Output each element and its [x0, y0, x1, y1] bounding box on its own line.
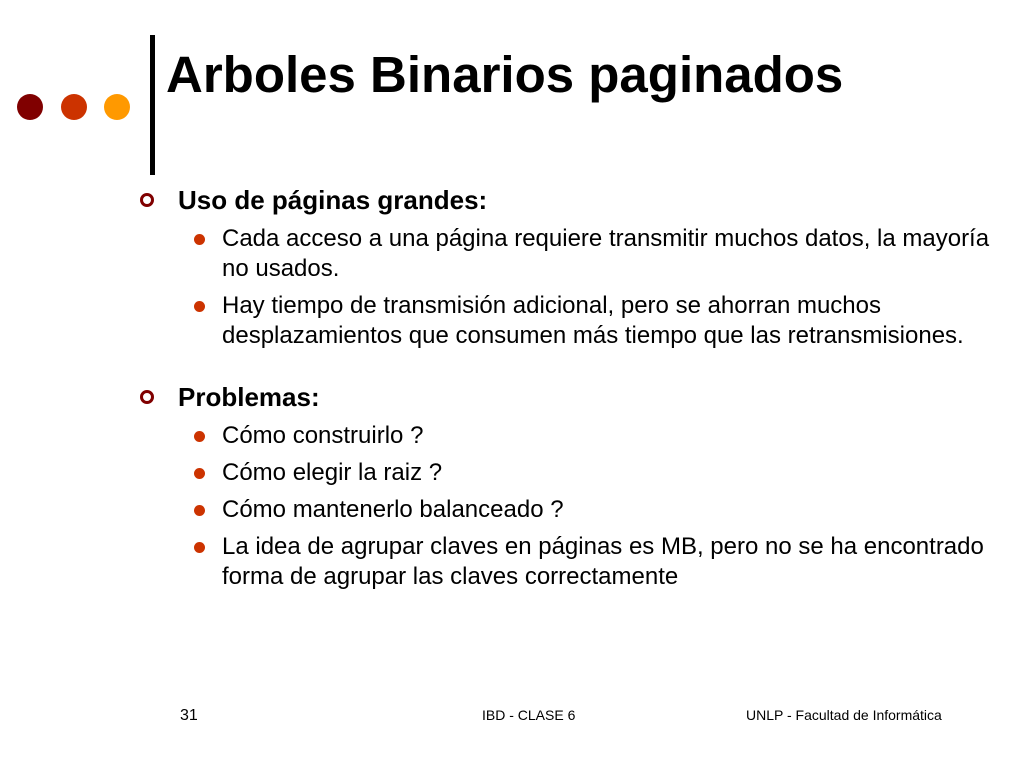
footer-course-label: IBD - CLASE 6 [482, 707, 576, 723]
section-heading [138, 381, 998, 413]
list-item [138, 421, 998, 451]
list-item-text: Cómo mantenerlo balanceado ? [222, 496, 564, 523]
section-heading [138, 184, 998, 216]
slide-content [138, 184, 998, 599]
list-item [138, 532, 998, 592]
ring-bullet-icon [140, 193, 154, 207]
section-problems [138, 381, 998, 592]
dot-bullet-icon [194, 505, 205, 516]
list-item-text: La idea de agrupar claves en páginas es MB, pero no se ha encontrado forma de agrupar las claves correctamente [222, 533, 984, 590]
ring-bullet-icon [140, 390, 154, 404]
dot-bullet-icon [194, 431, 205, 442]
list-item-text: Cómo elegir la raiz ? [222, 459, 443, 486]
list-item-text: Cómo construirlo ? [222, 422, 424, 449]
decorative-dot-orange [104, 94, 130, 120]
title-vertical-rule [150, 35, 155, 175]
footer-organization-label: UNLP - Facultad de Informática [746, 707, 942, 723]
section-heading-text: Uso de páginas grandes: [178, 185, 488, 215]
footer-page-number: 31 [180, 707, 198, 724]
slide-title: Arboles Binarios paginados [166, 46, 844, 103]
list-item [138, 291, 998, 351]
list-item [138, 495, 998, 525]
dot-bullet-icon [194, 468, 205, 479]
decorative-dot-orange-red [61, 94, 87, 120]
dot-bullet-icon [194, 234, 205, 245]
list-item-text: Hay tiempo de transmisión adicional, pero se ahorran muchos desplazamientos que consumen más tiempo que las retransmisiones. [222, 292, 964, 349]
dot-bullet-icon [194, 542, 205, 553]
decorative-dot-dark-red [17, 94, 43, 120]
section-heading-text: Problemas: [178, 382, 320, 412]
bullet-list [138, 421, 998, 592]
list-item-text: Cada acceso a una página requiere transmitir muchos datos, la mayoría no usados. [222, 225, 990, 282]
list-item [138, 458, 998, 488]
dot-bullet-icon [194, 301, 205, 312]
bullet-list [138, 224, 998, 351]
section-large-pages [138, 184, 998, 351]
list-item [138, 224, 998, 284]
